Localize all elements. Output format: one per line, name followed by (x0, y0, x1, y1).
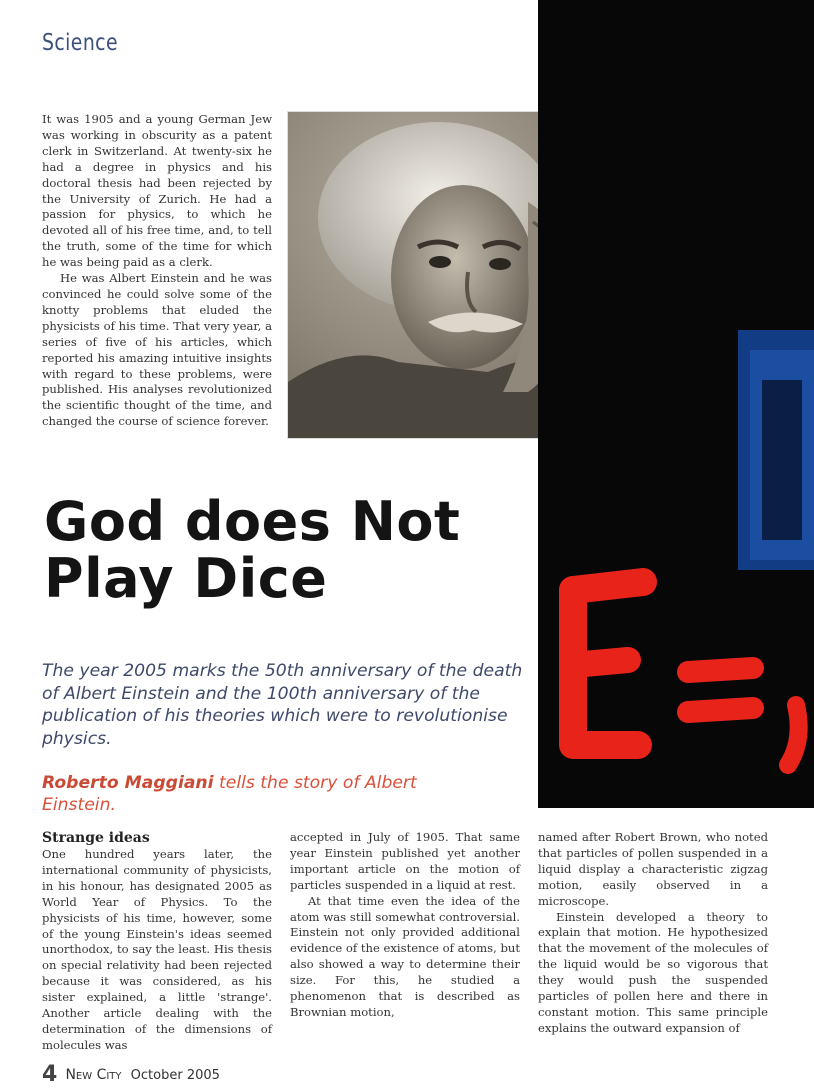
byline (42, 772, 462, 816)
byline-author: Roberto Maggiani (42, 773, 214, 793)
publication-name: New City (65, 1067, 122, 1083)
article-column-3 (538, 830, 768, 1037)
intro-paragraph-2: He was Albert Einstein and he was convinced he could solve some of the knotty problems that eluded the physicists of his time. That very year, a series of five of his articles, which reported his amazing intuitive insights with regard to these problems, were published. His analyses revolutionized the scientific thought of the time, and changed the course of science forever. (42, 271, 272, 429)
headline-line-1: God does Not (44, 490, 461, 553)
intro-paragraph-1: It was 1905 and a young German Jew was working in obscurity as a patent clerk in Switzerland. At twenty-six he had a degree in physics and his doctoral thesis had been rejected by the University of Zurich. He had a passion for physics, to which he devoted all of his free time, and, to tell the truth, some of the time for which he was being paid as a clerk. (42, 112, 272, 270)
column-1-text: One hundred years later, the international community of physicists, in his honour, has designated 2005 as World Year of Physics. To the physicists of his time, however, some of the young Einstein's ideas seemed unorthodox, to say the least. His thesis on special relativity had been rejected because it was considered, as his sister explained, a little 'strange'. Another article dealing with the determination of the dimensions of molecules was (42, 847, 272, 1052)
article-column-2 (290, 830, 520, 1021)
column-2-paragraph-2: At that time even the idea of the atom was still somewhat controversial. Einstein not only provided additional evidence of the existence of atoms, but also showed a way to determine their size. For this, he studied a phenomenon that is described as Brownian motion, (290, 893, 520, 1019)
issue-date: October 2005 (130, 1068, 220, 1083)
standfirst: The year 2005 marks the 50th anniversary of the death of Albert Einstein and the 100th anniversary of the publication of his theories which were to revolutionise physics. (42, 661, 523, 749)
headline-line-2: Play Dice (44, 547, 328, 610)
column-2-paragraph-1: accepted in July of 1905. That same year Einstein published yet another important article on the motion of particles suspended in a liquid at rest. (290, 830, 520, 892)
page-footer (42, 1062, 220, 1087)
section-label: Science (42, 30, 118, 56)
article-column-1 (42, 830, 272, 1054)
blackboard-image (538, 0, 814, 808)
byline-text: tells the story of Albert Einstein. (42, 773, 417, 815)
column-heading: Strange ideas (42, 830, 150, 846)
page-number: 4 (42, 1062, 58, 1087)
headline (44, 490, 524, 610)
intro-text (42, 112, 272, 430)
column-3-paragraph-2: Einstein developed a theory to explain that motion. He hypothesized that the movement of the molecules of the liquid would be so vigorous that they would push the suspended particles of pollen here and there in constant motion. This same principle explains the outward expansion of (538, 909, 768, 1035)
column-3-paragraph-1: named after Robert Brown, who noted that particles of pollen suspended in a liquid display a characteristic zigzag motion, easily observed in a microscope. (538, 830, 768, 908)
blackboard-illustration (538, 0, 814, 808)
